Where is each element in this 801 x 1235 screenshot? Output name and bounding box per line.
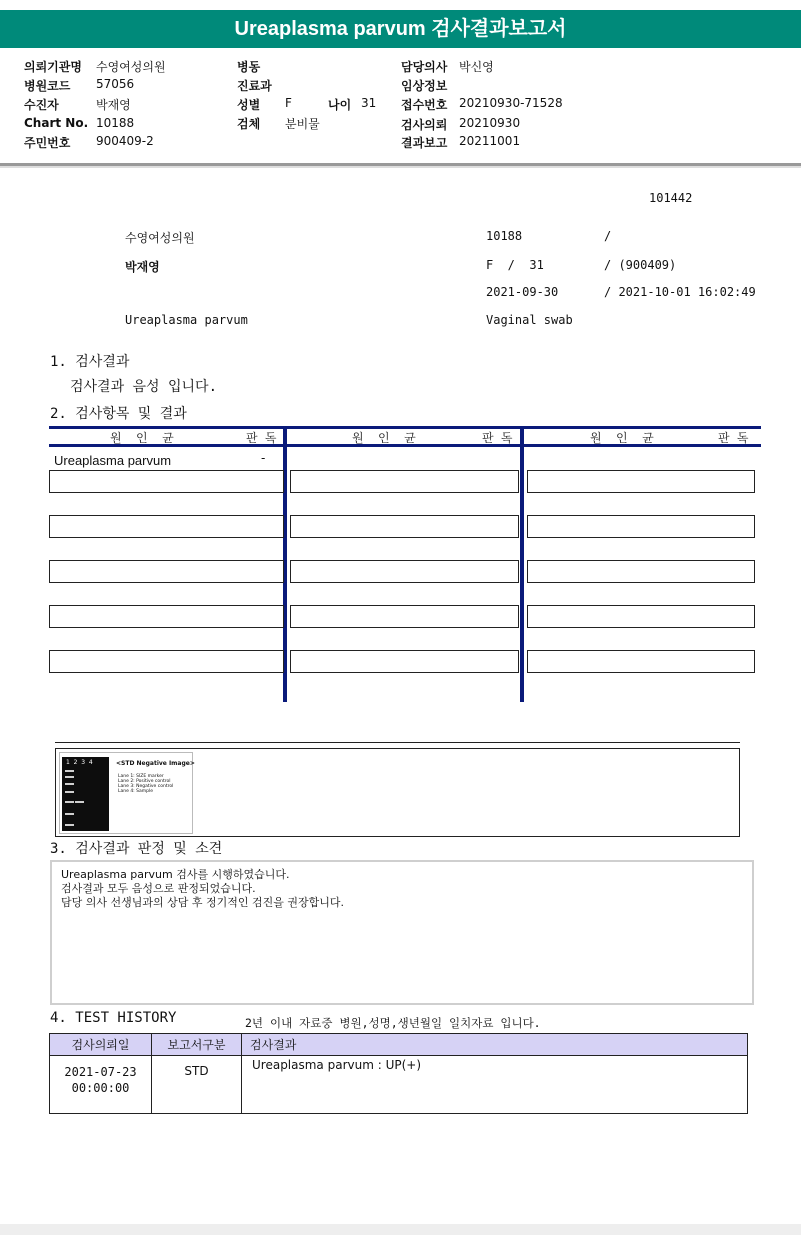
ladder-band [65,776,74,778]
history-result: Ureaplasma parvum : UP(+) [242,1056,748,1114]
doctor-label: 담당의사 [401,60,448,74]
section4-title: 4. TEST HISTORY [50,1010,177,1026]
result-cell [290,560,519,583]
age-label: 나이 [328,98,352,112]
gel-legend-item: Lane 1: SIZE marker [118,774,164,779]
patient-value: 박재영 [96,98,131,112]
gel-legend-item: Lane 3: Negative control [118,784,174,789]
ladder-band [65,813,74,815]
history-time: 00:00:00 [71,1081,130,1095]
history-date: 2021-07-23 [64,1065,137,1079]
row1-judgment: - [261,451,266,465]
col-judgment-1: 판 독 [246,431,277,445]
history-col-type: 보고서구분 [152,1034,242,1056]
sex-label: 성별 [237,98,261,112]
sex-value: F [285,96,292,110]
history-table [49,1033,748,1114]
result-cell [290,470,519,493]
table-row [50,1056,748,1114]
gel-electrophoresis-image [62,757,109,831]
request-label: 검사의뢰 [401,118,448,132]
department-label: 진료과 [237,79,272,93]
result-cell [527,515,755,538]
table-divider-2 [520,428,524,702]
institution-value: 수영여성의원 [96,60,166,74]
col-organism-3: 원 인 균 [590,431,654,445]
page-footer [0,1224,801,1235]
gel-legend [118,774,173,794]
ladder-band [65,783,74,785]
chart-value: 10188 [96,116,135,130]
section1-title: 1. 검사결과 [50,354,130,370]
report-code: 101442 [649,191,693,205]
institution-label: 의뢰기관명 [24,60,82,74]
receipt-label: 접수번호 [401,98,448,112]
info-birth: / (900409) [604,258,677,272]
result-report-value: 20211001 [459,134,521,148]
section3-title: 3. 검사결과 판정 및 소견 [50,841,223,857]
positive-control-band [75,801,84,803]
clinical-label: 임상정보 [401,79,448,93]
specimen-value: 분비물 [285,117,320,131]
ladder-band [65,801,74,803]
ward-label: 병동 [237,60,261,74]
age-value: 31 [361,96,377,110]
col-organism-2: 원 인 균 [352,431,416,445]
history-header-row [50,1034,748,1056]
gel-legend-item: Lane 4: Sample [118,789,153,794]
ladder-band [65,824,74,826]
col-judgment-2: 판 독 [482,431,513,445]
rrn-value: 900409-2 [96,134,154,148]
history-col-date: 검사의뢰일 [50,1034,152,1056]
info-slash: / [604,229,612,243]
result-cell [290,515,519,538]
history-note: 2년 이내 자료중 병원,성명,생년월일 일치자료 입니다. [245,1016,541,1030]
specimen-label: 검체 [237,117,261,131]
result-cell [527,650,755,673]
request-value: 20210930 [459,116,521,130]
finding-line: Ureaplasma parvum 검사를 시행하였습니다. [61,868,290,881]
gel-legend-item: Lane 2: Positive control [118,779,171,784]
col-organism-1: 원 인 균 [110,431,174,445]
row1-organism: Ureaplasma parvum [54,453,172,468]
doctor-value: 박신영 [459,60,494,74]
patient-label: 수진자 [24,98,59,112]
result-cell [49,605,284,628]
ladder-band [65,791,74,793]
info-patient: 박재영 [125,260,160,274]
image-top-rule [55,742,740,743]
info-specimen: Vaginal swab [486,313,573,327]
section1-result: 검사결과 음성 입니다. [70,379,218,395]
info-sex-age: F / 31 [486,258,544,272]
result-cell [290,605,519,628]
result-cell [527,470,755,493]
result-cell [49,650,284,673]
history-type: STD [152,1056,242,1114]
receipt-value: 20210930-71528 [459,96,563,110]
chart-label: Chart No. [24,116,89,130]
result-cell [49,470,284,493]
gel-caption: <STD Negative Image> [116,760,195,767]
rrn-label: 주민번호 [24,136,71,150]
finding-line: 담당 의사 선생님과의 상담 후 정기적인 검진을 권장합니다. [61,896,344,909]
gel-lane-numbers: 1 2 3 4 [66,759,93,766]
header-divider-shadow [0,166,801,168]
findings-box [50,860,754,1005]
result-cell [527,560,755,583]
col-judgment-3: 판 독 [718,431,749,445]
result-report-label: 결과보고 [401,136,448,150]
report-title: Ureaplasma parvum 검사결과보고서 [0,10,801,48]
info-request-date: 2021-09-30 [486,285,559,299]
ladder-band [65,770,74,772]
result-cell [49,515,284,538]
section2-title: 2. 검사항목 및 결과 [50,406,187,422]
result-cell [290,650,519,673]
info-institution: 수영여성의원 [125,231,195,245]
info-test-name: Ureaplasma parvum [125,313,248,327]
history-date-cell [50,1056,152,1114]
finding-line: 검사결과 모두 음성으로 판정되었습니다. [61,882,256,895]
result-cell [527,605,755,628]
history-col-result: 검사결과 [242,1034,748,1056]
result-cell [49,560,284,583]
hospital-code-value: 57056 [96,77,135,91]
info-report-datetime: / 2021-10-01 16:02:49 [604,285,756,299]
hospital-code-label: 병원코드 [24,79,71,93]
info-chart: 10188 [486,229,523,243]
